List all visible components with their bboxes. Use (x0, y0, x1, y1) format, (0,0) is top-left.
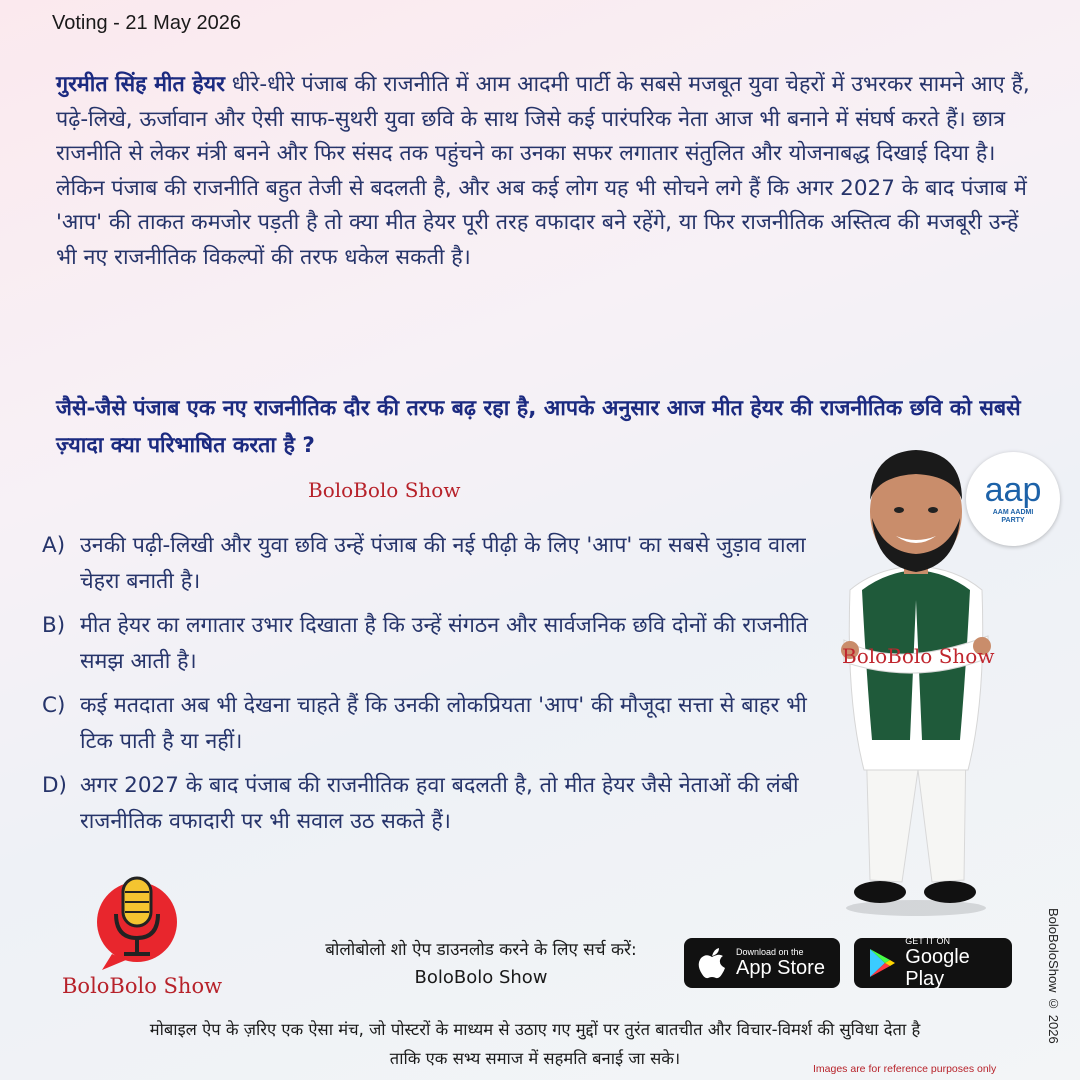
aap-party-logo (966, 452, 1060, 546)
google-play-icon (864, 945, 899, 981)
footer-line: ताकि एक सभ्य समाज में सहमति बनाई जा सके। (389, 1049, 681, 1068)
footer-line: मोबाइल ऐप के ज़रिए एक ऐसा मंच, जो पोस्टरों के माध्यम से उठाए गए मुद्दों पर तुरंत बातचीत और विचार-विमर्श की सुविधा देता है (149, 1020, 921, 1039)
option-b[interactable] (42, 608, 822, 680)
option-d[interactable] (42, 768, 822, 840)
google-play-small-text: GET IT ON (905, 936, 950, 946)
aap-logo-full: AAM AADMI PARTY (992, 509, 1034, 524)
brand-label: BoloBolo Show (308, 478, 461, 502)
intro-name: गुरमीत सिंह मीत हेयर (56, 72, 225, 97)
app-store-big-text: App Store (736, 957, 825, 979)
search-instruction (296, 937, 666, 991)
aap-logo-short: aap (984, 471, 1042, 509)
option-letter: C) (42, 693, 66, 718)
option-text: कई मतदाता अब भी देखना चाहते हैं कि उनकी लोकप्रियता 'आप' की मौजूदा सत्ता से बाहर भी टिक पाती है या नहीं। (80, 693, 807, 754)
search-app-name: BoloBolo Show (414, 967, 548, 988)
disclaimer: Images are for reference purposes only (813, 1063, 997, 1075)
brand-logo-text: BoloBolo Show (62, 974, 223, 998)
poll-question: जैसे-जैसे पंजाब एक नए राजनीतिक दौर की तरफ बढ़ रहा है, आपके अनुसार आज मीत हेयर की राजनीतिक छवि को सबसे ज़्यादा क्या परिभाषित करता है ? (56, 396, 1021, 458)
google-play-big-text: Google Play (905, 946, 970, 990)
option-a[interactable] (42, 528, 822, 600)
search-line: बोलोबोलो शो ऐप डाउनलोड करने के लिए सर्च करें: (325, 940, 637, 960)
microphone-logo-icon (92, 872, 182, 972)
option-text: उनकी पढ़ी-लिखी और युवा छवि उन्हें पंजाब की नई पीढ़ी के लिए 'आप' का सबसे जुड़ाव वाला चेहरा बनाती है। (80, 533, 806, 594)
app-store-small-text: Download on the (736, 947, 804, 957)
intro-text: धीरे-धीरे पंजाब की राजनीति में आम आदमी पार्टी के सबसे मजबूत युवा चेहरों में उभरकर सामने आए हैं, पढ़े-लिखे, ऊर्जावान और ऐसी साफ-सुथरी युवा छवि के साथ जिसे कई पारंपरिक नेता आज भी बनाने में संघर्ष करते हैं। छात्र राजनीति से लेकर मंत्री बनने और फिर संसद तक पहुंचने का उनका सफर लगातार संतुलित और योजनाबद्ध दिखाई दिया है। लेकिन पंजाब की राजनीति बहुत तेजी से बदलती है, और अब कई लोग यह भी सोचने लगे हैं कि अगर 2027 के बाद पंजाब में 'आप' की ताकत कमजोर पड़ती है तो क्या मीत हेयर पूरी तरह वफादार बने रहेंगे, या फिर राजनीतिक अस्तित्व की मजबूरी उन्हें भी नए राजनीतिक विकल्पों की तरफ धकेल सकती है। (56, 72, 1030, 270)
apple-icon (694, 945, 730, 981)
google-play-button[interactable] (854, 938, 1012, 988)
option-text: अगर 2027 के बाद पंजाब की राजनीतिक हवा बदलती है, तो मीत हेयर जैसे नेताओं की लंबी राजनीतिक वफादारी पर भी सवाल उठ सकते हैं। (80, 773, 799, 834)
app-store-button[interactable] (684, 938, 840, 988)
option-text: मीत हेयर का लगातार उभार दिखाता है कि उन्हें संगठन और सार्वजनिक छवि दोनों की राजनीति समझ आती है। (80, 613, 808, 674)
intro-paragraph (56, 68, 1031, 275)
date-label: Voting - 21 May 2026 (52, 12, 242, 34)
option-letter: B) (42, 613, 66, 638)
copyright: BoloBoloShow © 2026 (1046, 908, 1061, 1044)
option-c[interactable] (42, 688, 822, 760)
poll-options (42, 528, 822, 848)
option-letter: A) (42, 533, 66, 558)
option-letter: D) (42, 773, 67, 798)
watermark: BoloBolo Show (842, 644, 995, 668)
